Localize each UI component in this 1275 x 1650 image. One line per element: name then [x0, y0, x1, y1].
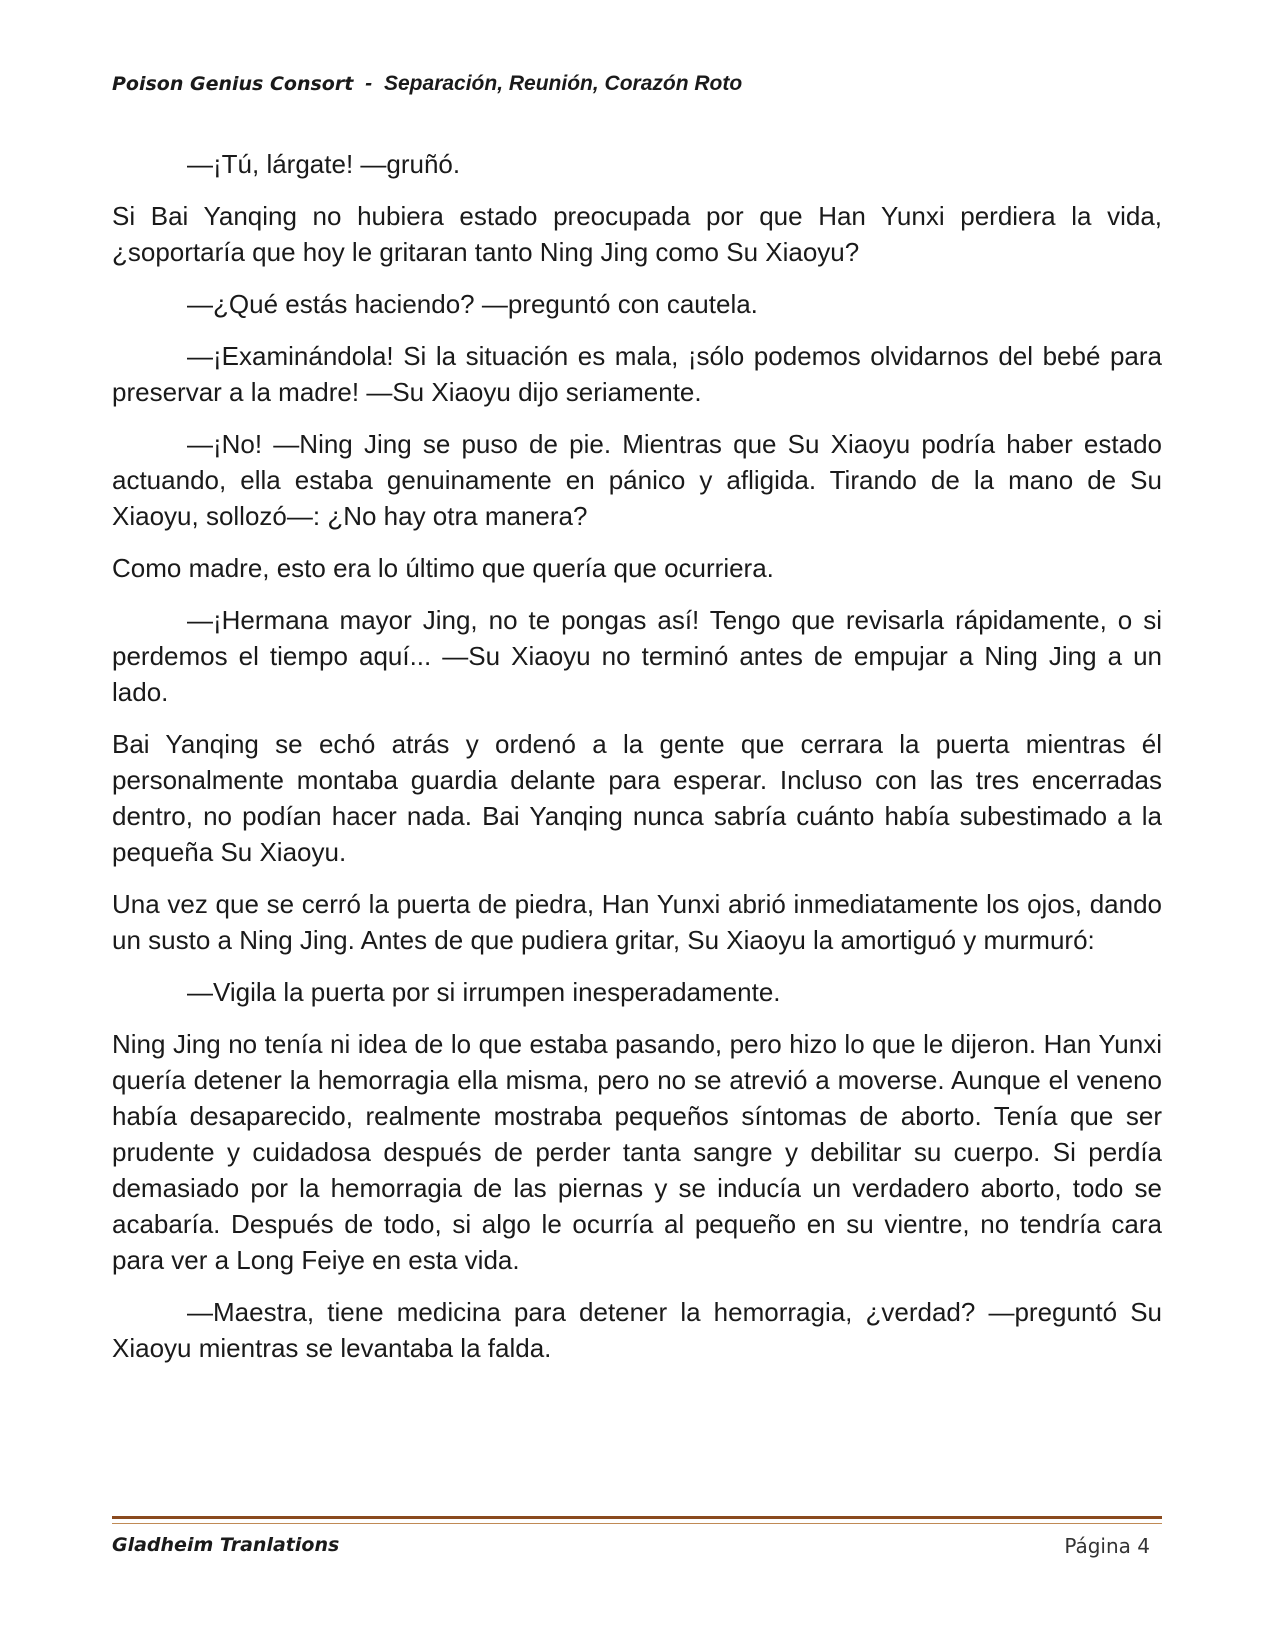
footer-rule — [112, 1516, 1162, 1519]
paragraph: —¡Tú, lárgate! —gruñó. — [187, 149, 461, 179]
paragraph: Una vez que se cerró la puerta de piedra, Han Yunxi abrió inmediatamente los ojos, dando un susto a Ning Jing. Antes de que pudiera gritar, Su Xiaoyu la amortiguó y murmuró: — [112, 889, 1162, 955]
book-title: Poison Genius Consort — [112, 73, 354, 95]
running-header — [112, 72, 742, 96]
paragraph: —¡Examinándola! Si la situación es mala, ¡sólo podemos olvidarnos del bebé para preservar a la madre! —Su Xiaoyu dijo seriamente. — [112, 341, 1162, 407]
header-separator: - — [365, 72, 373, 95]
publisher-name: Gladheim Tranlations — [112, 1534, 340, 1556]
paragraph: —¿Qué estás haciendo? —preguntó con cautela. — [187, 289, 758, 319]
paragraph: —¡Hermana mayor Jing, no te pongas así! Tengo que revisarla rápidamente, o si perdemos el tiempo aquí... —Su Xiaoyu no terminó antes de empujar a Ning Jing a un lado. — [112, 605, 1162, 707]
paragraph: Bai Yanqing se echó atrás y ordenó a la gente que cerrara la puerta mientras él personalmente montaba guardia delante para esperar. Incluso con las tres encerradas dentro, no podían hacer nada. Bai Yanqing nunca sabría cuánto había subestimado a la pequeña Su Xiaoyu. — [112, 729, 1162, 867]
footer-rule-thin — [112, 1523, 1162, 1524]
paragraph: Como madre, esto era lo último que quería que ocurriera. — [112, 553, 774, 583]
page-number: Página 4 — [1064, 1534, 1150, 1558]
paragraph: —¡No! —Ning Jing se puso de pie. Mientras que Su Xiaoyu podría haber estado actuando, ella estaba genuinamente en pánico y afligida. Tirando de la mano de Su Xiaoyu, sollozó—: ¿No hay otra manera? — [112, 429, 1162, 531]
page-body — [112, 146, 1162, 1382]
paragraph: Ning Jing no tenía ni idea de lo que estaba pasando, pero hizo lo que le dijeron. Han Yunxi quería detener la hemorragia ella misma, pero no se atrevió a moverse. Aunque el veneno había desaparecido, realmente mostraba pequeños síntomas de aborto. Tenía que ser prudente y cuidadosa después de perder tanta sangre y debilitar su cuerpo. Si perdía demasiado por la hemorragia de las piernas y se inducía un verdadero aborto, todo se acabaría. Después de todo, si algo le ocurría al pequeño en su vientre, no tendría cara para ver a Long Feiye en esta vida. — [112, 1029, 1162, 1275]
paragraph: —Vigila la puerta por si irrumpen inesperadamente. — [187, 977, 781, 1007]
paragraph: —Maestra, tiene medicina para detener la hemorragia, ¿verdad? —preguntó Su Xiaoyu mientras se levantaba la falda. — [112, 1297, 1162, 1363]
chapter-title: Separación, Reunión, Corazón Roto — [384, 72, 743, 95]
paragraph: Si Bai Yanqing no hubiera estado preocupada por que Han Yunxi perdiera la vida, ¿soportaría que hoy le gritaran tanto Ning Jing como Su Xiaoyu? — [112, 201, 1162, 267]
